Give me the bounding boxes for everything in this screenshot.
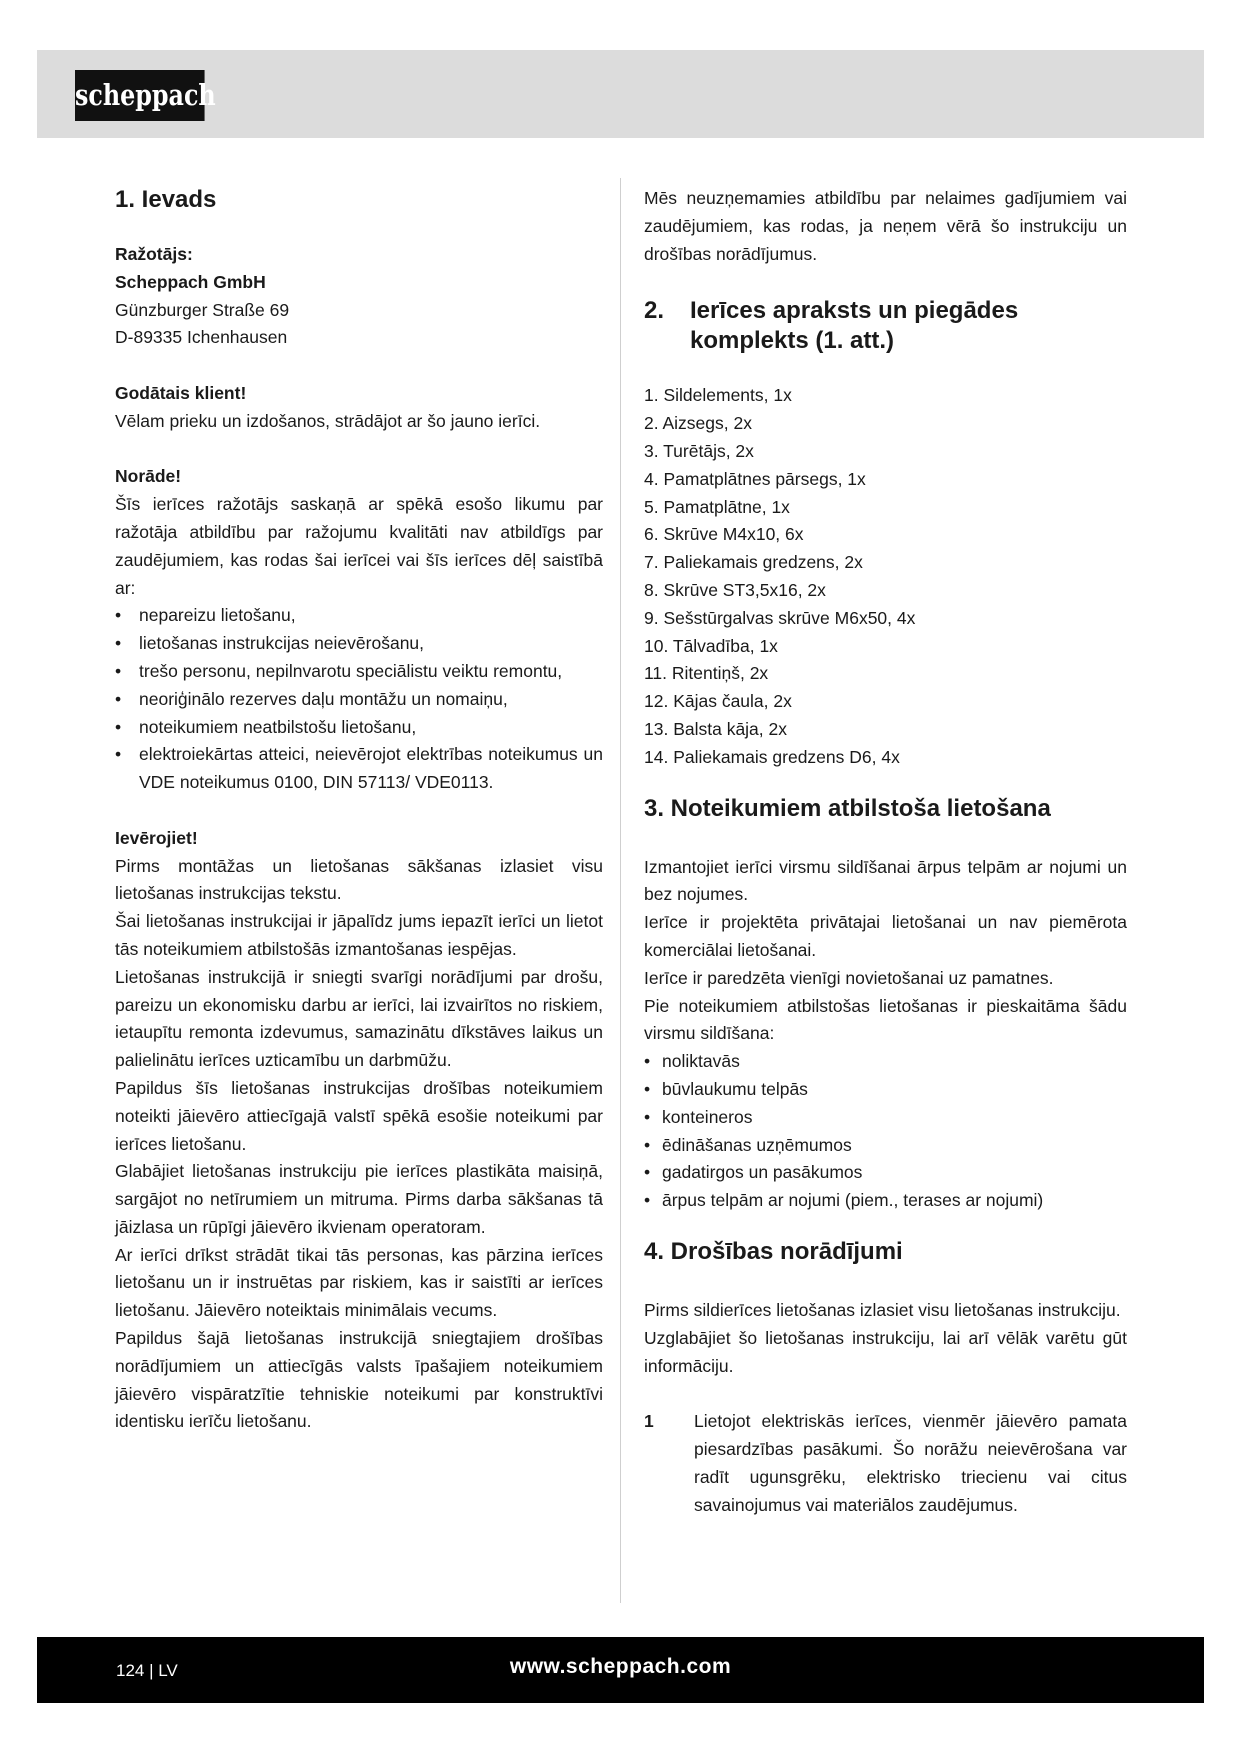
list-item: • noteikumiem neatbilstošu lietošanu, [115, 714, 603, 742]
list-item: 11. Ritentiņš, 2x [644, 663, 769, 684]
list-item: 2. Aizsegs, 2x [644, 413, 752, 434]
safety-item [644, 1408, 1127, 1519]
list-item: • konteineros [644, 1104, 1127, 1132]
dear-customer-label: Godātais klient! [115, 382, 247, 403]
paragraph: Papildus šīs lietošanas instrukcijas drošības noteikumiem noteikti jāievēro attiecīgajā valstī spēkā esošie noteikumi par ierīces lietošanu. [115, 1077, 603, 1154]
manufacturer-label: Ražotājs: [115, 244, 193, 264]
website-link[interactable]: www.scheppach.com [509, 1655, 732, 1678]
list-item: • trešo personu, nepilnvarotu speciālistu veiktu remontu, [115, 658, 603, 686]
note-label: Norāde! [115, 466, 182, 487]
list-item: 8. Skrūve ST3,5x16, 2x [644, 579, 826, 600]
list-item: 7. Paliekamais gredzens, 2x [644, 552, 863, 573]
section-4-heading: 4. Drošības norādījumi [644, 1237, 903, 1265]
note-text: Šīs ierīces ražotājs saskaņā ar spēkā esošo likumu par ražotāja atbildību par ražojumu kvalitāti nav atbildīgs par zaudējumiem, kas rodas šai ierīcei vai šīs ierīces dēļ saistībā ar: [115, 494, 603, 598]
paragraph: Glabājiet lietošanas instrukciju pie ierīces plastikāta maisiņā, sargājot no netīrumiem un mitruma. Pirms darba sākšanas tā jāizlasa un rūpīgi jāievēro ikvienam operatoram. [115, 1161, 603, 1237]
list-item: 5. Pamatplātne, 1x [644, 496, 790, 517]
paragraph: Ierīce ir projektēta privātajai lietošanai un nav piemērota komerciālai lietošanai. [644, 912, 1127, 960]
list-item: 6. Skrūve M4x10, 6x [644, 524, 804, 545]
list-item: • elektroiekārtas atteici, neievērojot elektrības noteikumus un VDE noteikumus 0100, DIN 57113/ VDE0113. [115, 741, 603, 797]
safety-item-text: Lietojot elektriskās ierīces, vienmēr jāievēro pamata piesardzības pasākumi. Šo norāžu neievērošana var radīt ugunsgrēku, elektrisko triecienu vai citus savainojumus vai materiālos zaudējumus. [694, 1411, 1127, 1515]
page-number: 124 | LV [116, 1661, 178, 1680]
safety-item-number: 1 [644, 1411, 654, 1432]
list-item: • ēdināšanas uzņēmumos [644, 1132, 1127, 1160]
paragraph: Šai lietošanas instrukcijai ir jāpalīdz jums iepazīt ierīci un lietot tās noteikumiem atbilstošās izmantošanas iespējas. [115, 911, 603, 959]
paragraph: Pirms montāžas un lietošanas sākšanas izlasiet visu lietošanas instrukcijas tekstu. [115, 855, 603, 904]
list-item: • noliktavās [644, 1048, 1127, 1076]
list-item: • neoriģinālo rezerves daļu montāžu un nomaiņu, [115, 686, 603, 714]
section-3-heading: 3. Noteikumiem atbilstoša lietošana [644, 794, 1051, 822]
paragraph: Lietošanas instrukcijā ir sniegti svarīgi norādījumi par drošu, pareizu un ekonomisku darbu ar ierīci, lai izvairītos no riskiem, ietaupītu remonta izdevumus, samazinātu dīkstāves laikus un palielinātu ierīces uzticamību un darbmūžu. [115, 966, 603, 1071]
list-item: 14. Paliekamais gredzens D6, 4x [644, 746, 900, 767]
paragraph: Papildus šajā lietošanas instrukcijā sniegtajiem drošības norādījumiem un attiecīgās valsts īpašajiem noteikumiem jāievēro vispāratzītie tehniskie noteikumi par konstruktīvi identisku ierīču lietošanu. [115, 1328, 603, 1432]
paragraph: Uzglabājiet šo lietošanas instrukciju, lai arī vēlāk varētu gūt informāciju. [644, 1327, 1127, 1376]
column-divider [620, 178, 621, 1603]
footer-bar [37, 1637, 1204, 1703]
address-street: Günzburger Straße 69 [115, 299, 290, 320]
paragraph: Izmantojiet ierīci virsmu sildīšanai ārpus telpām ar nojumi un bez nojumes. [644, 856, 1127, 905]
manufacturer-name: Scheppach GmbH [115, 271, 266, 292]
header-band [37, 50, 1204, 138]
attention-label: Ievērojiet! [115, 827, 198, 848]
scheppach-logo: scheppach [75, 70, 205, 121]
paragraph: Pirms sildierīces lietošanas izlasiet visu lietošanas instrukciju. [644, 1299, 1121, 1320]
list-item: • gadatirgos un pasākumos [644, 1159, 1127, 1187]
right-column [644, 185, 1127, 1519]
section-2-title: Ierīces apraksts un piegādes komplekts (1. att.) [690, 297, 1019, 355]
list-item: 4. Pamatplātnes pārsegs, 1x [644, 468, 866, 489]
list-item: 10. Tālvadība, 1x [644, 635, 778, 656]
paragraph: Ar ierīci drīkst strādāt tikai tās personas, kas pārzina ierīces lietošanu un ir instruētas par riskiem, kas ir saistīti ar ierīces lietošanu. Jāievēro noteiktais minimālais vecums. [115, 1244, 603, 1321]
section-2-heading [644, 296, 1127, 356]
usage-bullet-list [644, 1048, 1127, 1215]
section-1-heading: 1. Ievads [115, 186, 217, 213]
section-2-number: 2. [644, 297, 665, 325]
dear-customer-text: Vēlam prieku un izdošanos, strādājot ar šo jauno ierīci. [115, 410, 541, 431]
list-item: • būvlaukumu telpās [644, 1076, 1127, 1104]
list-item: 13. Balsta kāja, 2x [644, 718, 787, 739]
paragraph: Ierīce ir paredzēta vienīgi novietošanai uz pamatnes. [644, 967, 1054, 988]
parts-list [644, 382, 1127, 771]
address-city: D-89335 Ichenhausen [115, 327, 288, 348]
note-bullet-list [115, 602, 603, 797]
list-item: 12. Kājas čaula, 2x [644, 691, 792, 712]
list-item: 1. Sildelements, 1x [644, 385, 792, 406]
list-item: • ārpus telpām ar nojumi (piem., terases ar nojumi) [644, 1187, 1127, 1215]
list-item: 9. Sešstūrgalvas skrūve M6x50, 4x [644, 607, 916, 628]
liability-intro: Mēs neuzņemamies atbildību par nelaimes gadījumiem vai zaudējumiem, kas rodas, ja neņem vērā šo instrukciju un drošības norādījumus. [644, 188, 1127, 264]
paragraph: Pie noteikumiem atbilstošas lietošanas ir pieskaitāma šādu virsmu sildīšana: [644, 995, 1127, 1044]
list-item: • lietošanas instrukcijas neievērošanu, [115, 630, 603, 658]
left-column [115, 185, 603, 1436]
list-item: 3. Turētājs, 2x [644, 440, 754, 461]
list-item: • nepareizu lietošanu, [115, 602, 603, 630]
